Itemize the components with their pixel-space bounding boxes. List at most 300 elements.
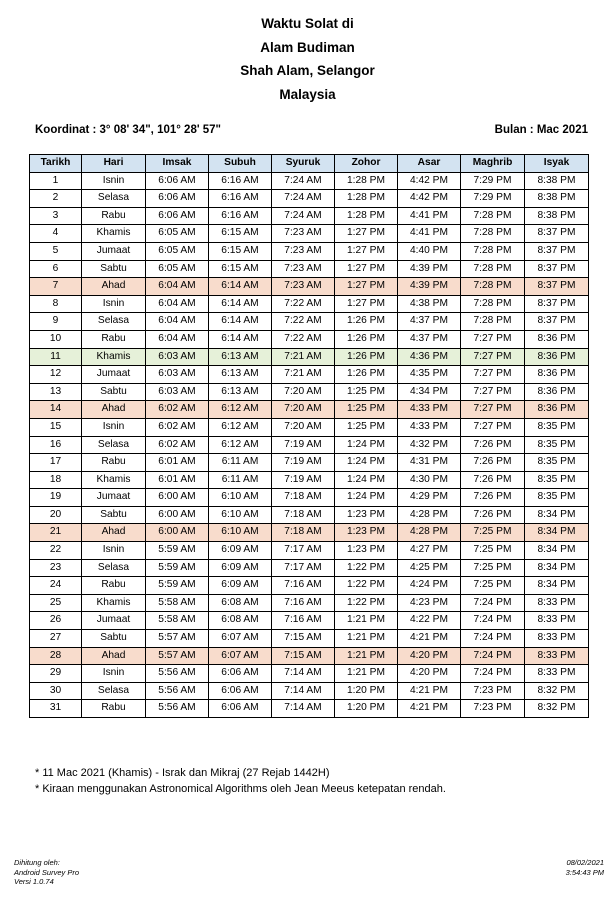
table-row <box>30 242 589 260</box>
table-row <box>30 506 589 524</box>
table-cell: 7:26 PM <box>461 489 525 507</box>
table-cell: 23 <box>30 559 82 577</box>
table-cell: 4:25 PM <box>398 559 461 577</box>
table-cell: 4:33 PM <box>398 418 461 436</box>
table-cell: 8:33 PM <box>525 647 589 665</box>
table-cell: 7:24 PM <box>461 612 525 630</box>
table-cell: 7:22 AM <box>272 330 335 348</box>
table-cell: 6:06 AM <box>209 700 272 718</box>
table-cell: Ahad <box>82 524 146 542</box>
title-block <box>0 12 615 106</box>
table-cell: 6:04 AM <box>146 278 209 296</box>
table-cell: 30 <box>30 682 82 700</box>
table-cell: 6:16 AM <box>209 190 272 208</box>
table-cell: 7:24 PM <box>461 647 525 665</box>
table-cell: 6:09 AM <box>209 542 272 560</box>
table-cell: Isnin <box>82 542 146 560</box>
table-cell: 7:18 AM <box>272 506 335 524</box>
table-cell: 6:00 AM <box>146 524 209 542</box>
footer-right <box>566 858 604 877</box>
table-cell: 4:41 PM <box>398 207 461 225</box>
table-cell: 1:27 PM <box>335 278 398 296</box>
table-cell: 6:14 AM <box>209 295 272 313</box>
table-row <box>30 630 589 648</box>
table-cell: 7:14 AM <box>272 665 335 683</box>
table-cell: 6:12 AM <box>209 401 272 419</box>
table-cell: 6:00 AM <box>146 506 209 524</box>
table-cell: Rabu <box>82 454 146 472</box>
table-cell: 7:22 AM <box>272 295 335 313</box>
table-cell: 4:31 PM <box>398 454 461 472</box>
table-cell: 8:37 PM <box>525 260 589 278</box>
table-cell: 10 <box>30 330 82 348</box>
table-cell: Ahad <box>82 278 146 296</box>
table-cell: 8:37 PM <box>525 313 589 331</box>
table-body <box>30 172 589 717</box>
table-cell: 6:15 AM <box>209 260 272 278</box>
table-cell: 7:28 PM <box>461 225 525 243</box>
table-cell: 7:20 AM <box>272 401 335 419</box>
table-cell: 7:23 AM <box>272 278 335 296</box>
table-cell: 5:59 AM <box>146 559 209 577</box>
table-cell: 8:34 PM <box>525 577 589 595</box>
table-cell: 1:25 PM <box>335 418 398 436</box>
table-cell: 6:10 AM <box>209 524 272 542</box>
table-cell: 6:10 AM <box>209 489 272 507</box>
table-cell: 7:25 PM <box>461 559 525 577</box>
column-header: Tarikh <box>30 155 82 173</box>
table-cell: 5:57 AM <box>146 630 209 648</box>
table-cell: 4:39 PM <box>398 278 461 296</box>
table-cell: 1:20 PM <box>335 700 398 718</box>
table-cell: 8:36 PM <box>525 330 589 348</box>
footer-right-time: 3:54:43 PM <box>565 867 604 877</box>
table-cell: 1:26 PM <box>335 348 398 366</box>
table-cell: 1:27 PM <box>335 242 398 260</box>
table-cell: 15 <box>30 418 82 436</box>
table-cell: 6:06 AM <box>146 190 209 208</box>
table-cell: 7:16 AM <box>272 612 335 630</box>
table-cell: 4:21 PM <box>398 630 461 648</box>
title-line-4: Malaysia <box>279 86 336 102</box>
prayer-times-table <box>29 154 589 718</box>
table-cell: 21 <box>30 524 82 542</box>
table-cell: 7:24 AM <box>272 190 335 208</box>
table-cell: 8:33 PM <box>525 612 589 630</box>
table-cell: 31 <box>30 700 82 718</box>
table-cell: 7:19 AM <box>272 471 335 489</box>
table-cell: 4:37 PM <box>398 313 461 331</box>
note-line-2: * Kiraan menggunakan Astronomical Algorithms oleh Jean Meeus ketepatan rendah. <box>35 783 446 795</box>
coordinates-label: Koordinat : 3° 08' 34", 101° 28' 57" <box>35 124 222 136</box>
table-cell: 22 <box>30 542 82 560</box>
footer-right-date: 08/02/2021 <box>566 858 604 867</box>
table-cell: 27 <box>30 630 82 648</box>
table-cell: 6:07 AM <box>209 647 272 665</box>
footer-left <box>14 858 79 887</box>
table-cell: 13 <box>30 383 82 401</box>
table-cell: 3 <box>30 207 82 225</box>
table-row <box>30 190 589 208</box>
table-row <box>30 436 589 454</box>
table-cell: 7:24 PM <box>461 630 525 648</box>
table-cell: 4:36 PM <box>398 348 461 366</box>
note-line-1: * 11 Mac 2021 (Khamis) - Israk dan Mikraj (27 Rejab 1442H) <box>35 767 330 779</box>
table-cell: 6:11 AM <box>209 471 272 489</box>
table-cell: 6:14 AM <box>209 330 272 348</box>
table-cell: 1:26 PM <box>335 330 398 348</box>
table-cell: 7:23 AM <box>272 242 335 260</box>
table-cell: 1:22 PM <box>335 577 398 595</box>
table-cell: Rabu <box>82 577 146 595</box>
table-cell: 6:04 AM <box>146 330 209 348</box>
table-cell: 4:35 PM <box>398 366 461 384</box>
table-cell: 6:09 AM <box>209 559 272 577</box>
table-cell: 16 <box>30 436 82 454</box>
table-cell: 1:21 PM <box>335 612 398 630</box>
table-cell: 17 <box>30 454 82 472</box>
table-cell: 5 <box>30 242 82 260</box>
table-cell: 1:24 PM <box>335 471 398 489</box>
table-cell: 1:26 PM <box>335 313 398 331</box>
table-cell: 8:35 PM <box>525 489 589 507</box>
table-cell: 4:42 PM <box>398 190 461 208</box>
table-cell: 7:14 AM <box>272 682 335 700</box>
table-cell: 7:29 PM <box>461 172 525 190</box>
title-line-3: Shah Alam, Selangor <box>240 63 375 78</box>
table-row <box>30 383 589 401</box>
table-cell: 8:34 PM <box>525 524 589 542</box>
table-cell: Selasa <box>82 436 146 454</box>
table-cell: 8:37 PM <box>525 242 589 260</box>
table-cell: Jumaat <box>82 612 146 630</box>
column-header: Syuruk <box>272 155 335 173</box>
table-cell: 4:28 PM <box>398 506 461 524</box>
table-cell: 8:35 PM <box>525 436 589 454</box>
table-cell: 8:33 PM <box>525 594 589 612</box>
table-row <box>30 612 589 630</box>
table-cell: Khamis <box>82 225 146 243</box>
table-cell: 7:28 PM <box>461 260 525 278</box>
table-cell: 7:23 AM <box>272 260 335 278</box>
table-cell: Isnin <box>82 295 146 313</box>
table-row <box>30 577 589 595</box>
table-cell: 8:32 PM <box>525 682 589 700</box>
table-cell: Isnin <box>82 665 146 683</box>
table-cell: 1:22 PM <box>335 594 398 612</box>
table-cell: 4:40 PM <box>398 242 461 260</box>
table-cell: 1:24 PM <box>335 489 398 507</box>
table-cell: 5:56 AM <box>146 682 209 700</box>
table-row <box>30 418 589 436</box>
table-cell: 7:24 PM <box>461 594 525 612</box>
table-cell: 7:16 AM <box>272 594 335 612</box>
table-cell: 6:06 AM <box>209 665 272 683</box>
table-cell: 8:36 PM <box>525 348 589 366</box>
table-cell: 6:02 AM <box>146 401 209 419</box>
table-row <box>30 594 589 612</box>
table-cell: 7:18 AM <box>272 489 335 507</box>
table-cell: 6:08 AM <box>209 594 272 612</box>
table-cell: 8:34 PM <box>525 559 589 577</box>
table-cell: 2 <box>30 190 82 208</box>
table-row <box>30 559 589 577</box>
table-cell: Khamis <box>82 594 146 612</box>
table-cell: Ahad <box>82 647 146 665</box>
table-cell: 1 <box>30 172 82 190</box>
table-cell: 6:13 AM <box>209 366 272 384</box>
table-cell: 7:21 AM <box>272 366 335 384</box>
table-cell: 7:20 AM <box>272 383 335 401</box>
table-row <box>30 348 589 366</box>
table-cell: 6:12 AM <box>209 436 272 454</box>
table-cell: Sabtu <box>82 383 146 401</box>
table-cell: 1:25 PM <box>335 401 398 419</box>
table-cell: 6:04 AM <box>146 295 209 313</box>
table-cell: 6:08 AM <box>209 612 272 630</box>
table-cell: 8:33 PM <box>525 665 589 683</box>
table-row <box>30 700 589 718</box>
table-cell: 7 <box>30 278 82 296</box>
table-cell: 4:28 PM <box>398 524 461 542</box>
table-cell: 8:35 PM <box>525 471 589 489</box>
table-cell: 7:25 PM <box>461 577 525 595</box>
table-cell: 6:01 AM <box>146 454 209 472</box>
column-header: Hari <box>82 155 146 173</box>
column-header: Subuh <box>209 155 272 173</box>
table-cell: 4:21 PM <box>398 700 461 718</box>
table-cell: 20 <box>30 506 82 524</box>
table-cell: 1:24 PM <box>335 436 398 454</box>
table-cell: 4:41 PM <box>398 225 461 243</box>
table-cell: 7:28 PM <box>461 242 525 260</box>
table-cell: 7:28 PM <box>461 278 525 296</box>
table-cell: 6:02 AM <box>146 436 209 454</box>
table-cell: 1:27 PM <box>335 225 398 243</box>
table-cell: 29 <box>30 665 82 683</box>
table-cell: 8:38 PM <box>525 172 589 190</box>
table-cell: 1:23 PM <box>335 524 398 542</box>
table-cell: 5:59 AM <box>146 542 209 560</box>
table-cell: 7:23 PM <box>461 682 525 700</box>
table-cell: 7:28 PM <box>461 295 525 313</box>
table-cell: Selasa <box>82 682 146 700</box>
table-cell: 5:56 AM <box>146 665 209 683</box>
table-cell: 7:17 AM <box>272 559 335 577</box>
table-cell: 5:58 AM <box>146 612 209 630</box>
table-cell: 7:23 AM <box>272 225 335 243</box>
table-cell: 7:19 AM <box>272 436 335 454</box>
table-cell: 4:27 PM <box>398 542 461 560</box>
table-cell: 11 <box>30 348 82 366</box>
table-cell: 7:21 AM <box>272 348 335 366</box>
table-cell: 6:15 AM <box>209 225 272 243</box>
table-cell: 7:24 AM <box>272 172 335 190</box>
table-row <box>30 524 589 542</box>
table-cell: 7:28 PM <box>461 207 525 225</box>
table-row <box>30 225 589 243</box>
table-cell: 6:05 AM <box>146 225 209 243</box>
table-cell: 6 <box>30 260 82 278</box>
table-cell: 6:06 AM <box>209 682 272 700</box>
table-cell: 7:28 PM <box>461 313 525 331</box>
table-cell: 18 <box>30 471 82 489</box>
table-cell: 4:29 PM <box>398 489 461 507</box>
column-header: Maghrib <box>461 155 525 173</box>
table-cell: 6:13 AM <box>209 383 272 401</box>
table-cell: 4:38 PM <box>398 295 461 313</box>
table-cell: 7:22 AM <box>272 313 335 331</box>
table-cell: 7:14 AM <box>272 700 335 718</box>
month-label: Bulan : Mac 2021 <box>494 124 588 136</box>
table-cell: 1:28 PM <box>335 207 398 225</box>
table-cell: 7:29 PM <box>461 190 525 208</box>
table-cell: 7:15 AM <box>272 630 335 648</box>
table-cell: 6:10 AM <box>209 506 272 524</box>
table-cell: 1:28 PM <box>335 172 398 190</box>
table-cell: 4:23 PM <box>398 594 461 612</box>
table-cell: Selasa <box>82 190 146 208</box>
table-cell: 7:27 PM <box>461 348 525 366</box>
footer-left-line-3: Versi 1.0.74 <box>14 877 54 886</box>
table-row <box>30 489 589 507</box>
table-cell: 6:04 AM <box>146 313 209 331</box>
table-cell: 6:16 AM <box>209 207 272 225</box>
table-cell: 6:11 AM <box>209 454 272 472</box>
table-cell: 1:24 PM <box>335 454 398 472</box>
table-cell: 7:27 PM <box>461 330 525 348</box>
table-row <box>30 665 589 683</box>
title-line-1: Waktu Solat di <box>261 16 354 31</box>
table-row <box>30 682 589 700</box>
table-cell: 1:25 PM <box>335 383 398 401</box>
table-cell: 6:16 AM <box>209 172 272 190</box>
table-row <box>30 401 589 419</box>
table-row <box>30 542 589 560</box>
table-cell: 8:33 PM <box>525 630 589 648</box>
table-cell: 1:21 PM <box>335 647 398 665</box>
table-cell: 5:58 AM <box>146 594 209 612</box>
table-cell: 7:16 AM <box>272 577 335 595</box>
table-cell: Isnin <box>82 172 146 190</box>
table-cell: 6:03 AM <box>146 348 209 366</box>
table-cell: 8:32 PM <box>525 700 589 718</box>
table-cell: 8:35 PM <box>525 454 589 472</box>
table-cell: 1:22 PM <box>335 559 398 577</box>
table-cell: Jumaat <box>82 366 146 384</box>
table-cell: Sabtu <box>82 630 146 648</box>
table-cell: 7:17 AM <box>272 542 335 560</box>
table-cell: 4:33 PM <box>398 401 461 419</box>
table-row <box>30 647 589 665</box>
table-cell: 4:42 PM <box>398 172 461 190</box>
table-cell: 8:36 PM <box>525 366 589 384</box>
table-cell: 6:15 AM <box>209 242 272 260</box>
table-cell: 8:34 PM <box>525 542 589 560</box>
table-cell: 6:03 AM <box>146 383 209 401</box>
table-cell: 8:37 PM <box>525 225 589 243</box>
table-cell: 24 <box>30 577 82 595</box>
table-cell: Selasa <box>82 313 146 331</box>
table-cell: 5:56 AM <box>146 700 209 718</box>
table-cell: 6:14 AM <box>209 313 272 331</box>
column-header: Imsak <box>146 155 209 173</box>
table-cell: 8:34 PM <box>525 506 589 524</box>
table-row <box>30 207 589 225</box>
footer-left-line-2: Android Survey Pro <box>14 867 80 877</box>
table-cell: 7:27 PM <box>461 383 525 401</box>
table-cell: 1:28 PM <box>335 190 398 208</box>
table-cell: 4:30 PM <box>398 471 461 489</box>
table-cell: Sabtu <box>82 260 146 278</box>
table-cell: 7:27 PM <box>461 366 525 384</box>
table-row <box>30 471 589 489</box>
table-header-row <box>30 155 589 173</box>
table-cell: 4:39 PM <box>398 260 461 278</box>
table-cell: 4:34 PM <box>398 383 461 401</box>
table-row <box>30 313 589 331</box>
table-cell: 6:07 AM <box>209 630 272 648</box>
table-row <box>30 260 589 278</box>
table-cell: 7:27 PM <box>461 401 525 419</box>
table-cell: 9 <box>30 313 82 331</box>
table-cell: 26 <box>30 612 82 630</box>
table-cell: 7:15 AM <box>272 647 335 665</box>
table-row <box>30 172 589 190</box>
table-cell: 5:57 AM <box>146 647 209 665</box>
table-cell: 7:27 PM <box>461 418 525 436</box>
title-line-2: Alam Budiman <box>260 39 355 55</box>
table-cell: 7:25 PM <box>461 524 525 542</box>
notes <box>35 765 446 797</box>
table-cell: 8:38 PM <box>525 207 589 225</box>
table-cell: 19 <box>30 489 82 507</box>
table-cell: 8:38 PM <box>525 190 589 208</box>
table-cell: 8:36 PM <box>525 383 589 401</box>
table-cell: 6:03 AM <box>146 366 209 384</box>
table-cell: 4:32 PM <box>398 436 461 454</box>
table-cell: Khamis <box>82 471 146 489</box>
table-cell: 7:26 PM <box>461 506 525 524</box>
table-cell: 1:27 PM <box>335 260 398 278</box>
table-cell: 7:20 AM <box>272 418 335 436</box>
table-cell: 7:19 AM <box>272 454 335 472</box>
table-cell: 7:26 PM <box>461 471 525 489</box>
table-cell: Sabtu <box>82 506 146 524</box>
table-cell: 1:26 PM <box>335 366 398 384</box>
table-cell: Jumaat <box>82 489 146 507</box>
table-cell: Jumaat <box>82 242 146 260</box>
table-row <box>30 454 589 472</box>
table-cell: Selasa <box>82 559 146 577</box>
table-cell: 1:20 PM <box>335 682 398 700</box>
table-row <box>30 278 589 296</box>
table-cell: Rabu <box>82 207 146 225</box>
table-cell: 6:12 AM <box>209 418 272 436</box>
table-cell: Rabu <box>82 700 146 718</box>
table-cell: 6:13 AM <box>209 348 272 366</box>
table-cell: 7:26 PM <box>461 436 525 454</box>
table-cell: 28 <box>30 647 82 665</box>
table-row <box>30 330 589 348</box>
column-header: Isyak <box>525 155 589 173</box>
footer-left-line-1: Dihitung oleh: <box>14 858 60 867</box>
table-cell: 6:09 AM <box>209 577 272 595</box>
table-cell: 7:26 PM <box>461 454 525 472</box>
table-cell: Rabu <box>82 330 146 348</box>
table-cell: Khamis <box>82 348 146 366</box>
table-cell: 7:23 PM <box>461 700 525 718</box>
